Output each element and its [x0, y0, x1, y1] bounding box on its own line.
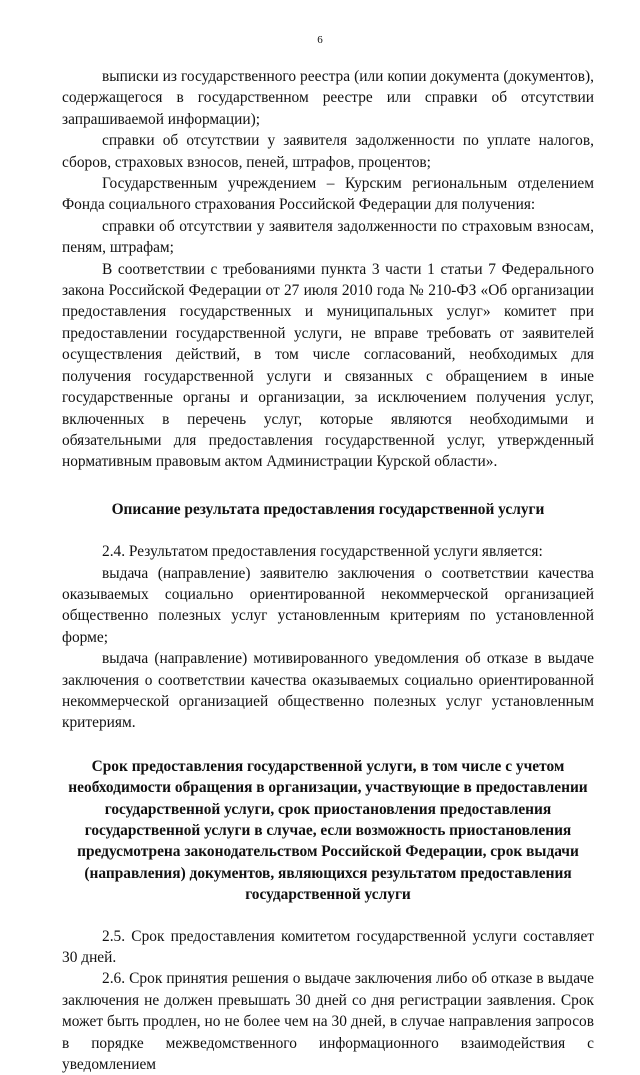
section-heading-term: Срок предоставления государственной услуги, в том числе с учетом необходимости обращения в организации, участвующие в предоставлении государственной услуги, срок приостановления предоставления государственной услуги в случае, если возможность приостановления предусмотрена законодательством Российской Федерации, срок выдачи (направления) документов, являющихся результатом предоставления государственной услуги — [68, 757, 588, 904]
paragraph: выписки из государственного реестра (или копии документа (документов), содержащегося в государственном реестре или справки об отсутствии запрашиваемой информации); — [62, 68, 594, 128]
paragraph: 2.4. Результатом предоставления государственной услуги является: — [102, 543, 543, 561]
section-heading-result: Описание результата предоставления государственной услуги — [111, 500, 545, 518]
paragraph: 2.5. Срок предоставления комитетом государственной услуги составляет 30 дней. — [62, 927, 594, 967]
paragraph: выдача (направление) заявителю заключения о соответствии качества оказываемых социально ориентированной некоммерческой организацией общественно полезных услуг установленным критериям по установленной форме; — [62, 564, 594, 646]
document-body — [62, 66, 594, 1075]
paragraph: выдача (направление) мотивированного уведомления об отказе в выдаче заключения о соответствии качества оказываемых социально ориентированной некоммерческой организацией общественно полезных услуг установленным критериям. — [62, 650, 594, 732]
paragraph: справки об отсутствии у заявителя задолженности по уплате налогов, сборов, страховых взносов, пеней, штрафов, процентов; — [62, 132, 594, 171]
paragraph: 2.6. Срок принятия решения о выдаче заключения либо об отказе в выдаче заключения не должен превышать 30 дней со дня регистрации заявления. Срок может быть продлен, но не более чем на 30 дней, в случае направления запросов в порядке межведомственного информационного взаимодействия с уведомлением — [62, 970, 594, 1074]
paragraph: В соответствии с требованиями пункта 3 части 1 статьи 7 Федерального закона Российской Федерации от 27 июля 2010 года № 210-ФЗ «Об организации предоставления государственных и муниципальных услуг» комитет при предоставлении государственной услуги, не вправе требовать от заявителей осуществления действий, в том числе согласований, необходимых для получения государственной услуги и связанных с обращением в иные государственные органы и организации, за исключением получения услуг, включенных в перечень услуг, которые являются необходимыми и обязательными для предоставления государственной услуг, утвержденный нормативным правовым актом Администрации Курской области». — [62, 260, 594, 471]
paragraph: справки об отсутствии у заявителя задолженности по страховым взносам, пеням, штрафам; — [62, 217, 594, 257]
page-number: 6 — [317, 34, 323, 46]
paragraph: Государственным учреждением – Курским региональным отделением Фонда социального страхования Российской Федерации для получения: — [62, 175, 594, 214]
